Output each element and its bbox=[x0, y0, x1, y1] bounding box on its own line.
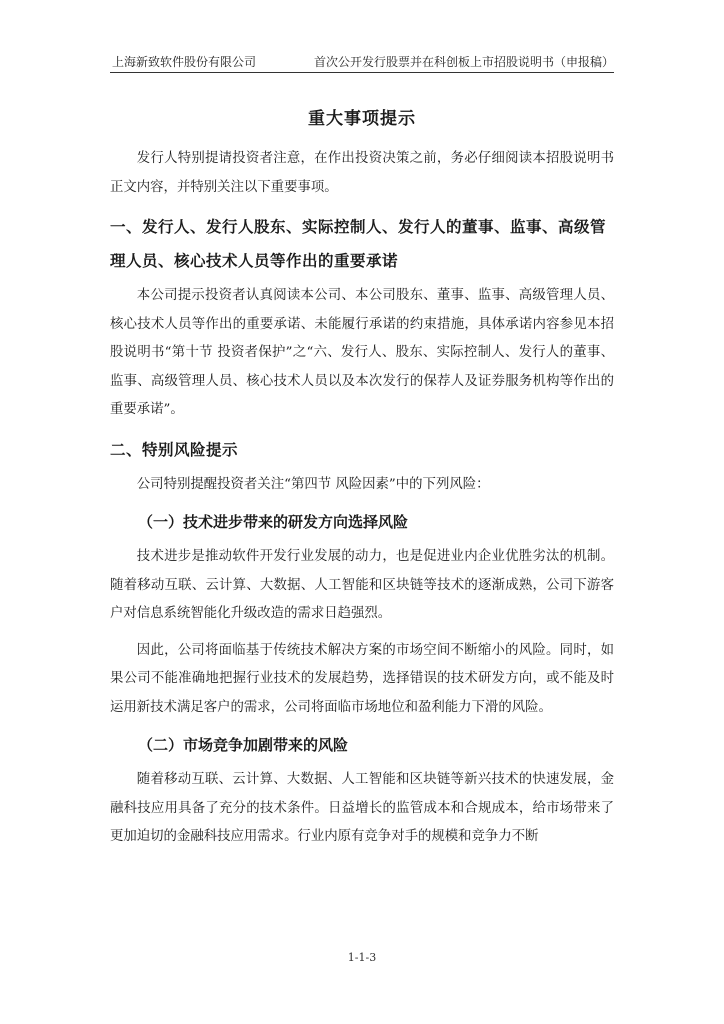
page-content bbox=[110, 82, 614, 860]
subsection-1-paragraph-2: 因此，公司将面临基于传统技术解决方案的市场空间不断缩小的风险。同时，如果公司不能准确地把握行业技术的发展趋势，选择错误的技术研发方向，或不能及时运用新技术满足客户的需求，公司将面临市场地位和盈利能力下滑的风险。 bbox=[110, 642, 614, 715]
page-header bbox=[110, 50, 614, 73]
page-title: 重大事项提示 bbox=[308, 109, 416, 129]
subsection-2-heading: （二）市场竞争加剧带来的风险 bbox=[138, 736, 349, 754]
subsection-1-paragraph-1: 技术进步是推动软件开发行业发展的动力，也是促进业内企业优胜劣汰的机制。随着移动互联、云计算、大数据、人工智能和区块链等技术的逐渐成熟，公司下游客户对信息系统智能化升级改造的需求日趋强烈。 bbox=[110, 549, 614, 621]
header-company-name: 上海新致软件股份有限公司 bbox=[112, 55, 257, 69]
intro-paragraph: 发行人特别提请投资者注意，在作出投资决策之前，务必仔细阅读本招股说明书正文内容，并特别关注以下重要事项。 bbox=[110, 151, 614, 195]
section-1-heading: 一、发行人、发行人股东、实际控制人、发行人的董事、监事、高级管理人员、核心技术人员等作出的重要承诺 bbox=[110, 218, 607, 270]
section-2-intro: 公司特别提醒投资者关注“第四节 风险因素”中的下列风险： bbox=[136, 476, 490, 492]
header-document-title: 首次公开发行股票并在科创板上市招股说明书（申报稿） bbox=[313, 55, 614, 69]
subsection-2-paragraph-1: 随着移动互联、云计算、大数据、人工智能和区块链等新兴技术的快速发展，金融科技应用具备了充分的技术条件。日益增长的监管成本和合规成本，给市场带来了更加迫切的金融科技应用需求。行业内原有竞争对手的规模和竞争力不断 bbox=[110, 772, 614, 844]
subsection-1-heading: （一）技术进步带来的研发方向选择风险 bbox=[138, 513, 409, 531]
page-number: 1-1-3 bbox=[347, 951, 377, 964]
section-1-paragraph: 本公司提示投资者认真阅读本公司、本公司股东、董事、监事、高级管理人员、核心技术人员等作出的重要承诺、未能履行承诺的约束措施，具体承诺内容参见本招股说明书“第十节 投资者保护”之“六、发行人、股东、实际控制人、发行人的董事、监事、高级管理人员、核心技术人员以及本次发行的保荐人及证券服务机构等作出的重要承诺”。 bbox=[110, 288, 614, 417]
section-2-heading: 二、特别风险提示 bbox=[110, 440, 239, 459]
